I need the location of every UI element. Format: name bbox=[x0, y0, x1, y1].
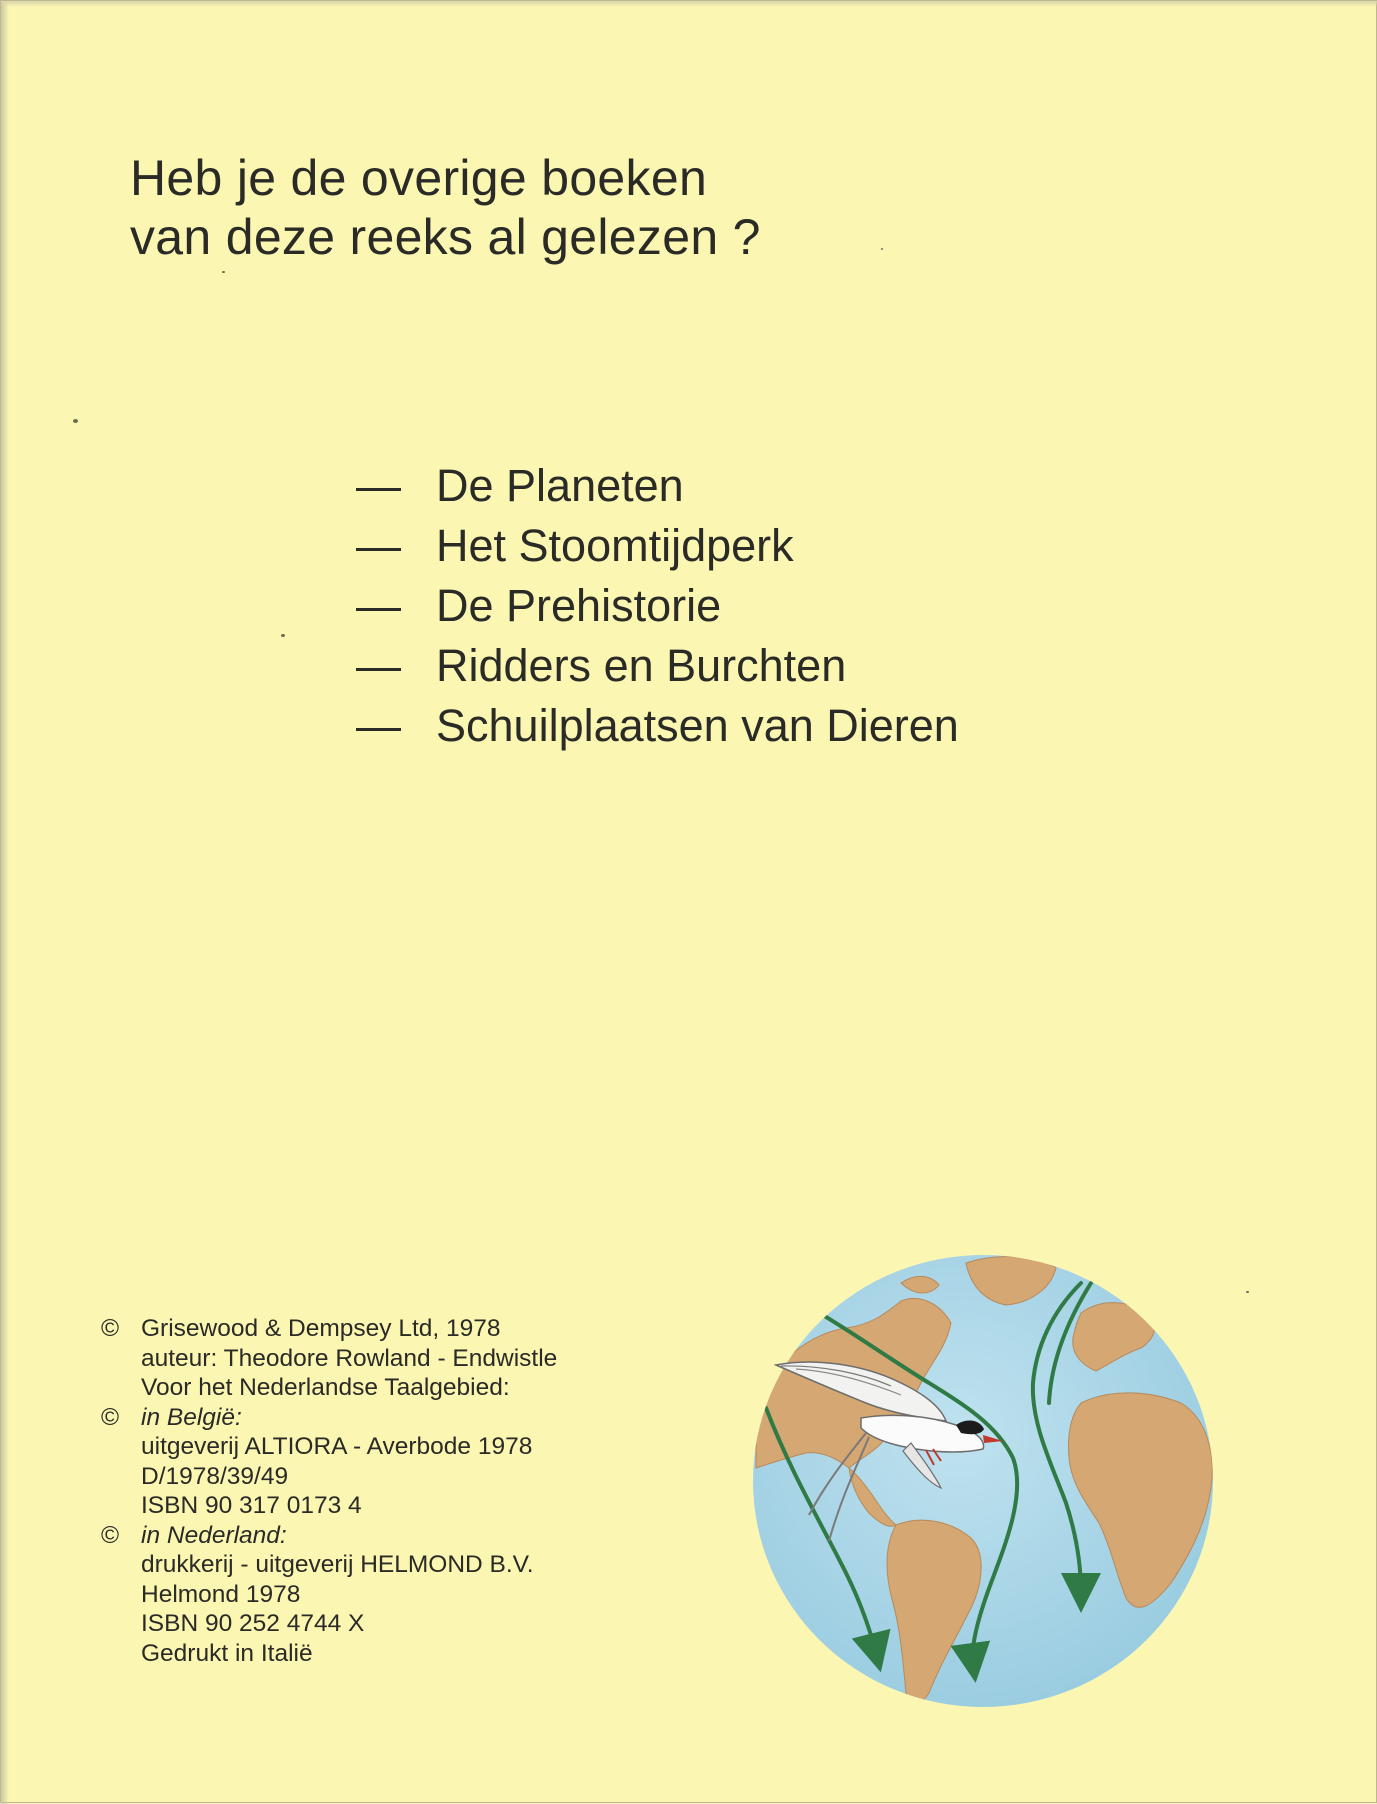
series-book-list bbox=[356, 456, 1156, 756]
paper-speck bbox=[881, 248, 883, 250]
book-list-item bbox=[356, 456, 1156, 516]
cover-top-edge bbox=[1, 1, 1377, 7]
credit-line-author: auteur: Theodore Rowland - Endwistle bbox=[141, 1344, 558, 1372]
credit-line-netherlands-publisher: drukkerij - uitgeverij HELMOND B.V. bbox=[141, 1551, 534, 1578]
credit-line-belgium-publisher: uitgeverij ALTIORA - Averbode 1978 bbox=[141, 1433, 533, 1460]
heading-line-1: Heb je de overige boeken bbox=[130, 150, 708, 206]
book-title: Schuilplaatsen van Dieren bbox=[436, 700, 959, 751]
list-dash: — bbox=[356, 640, 401, 691]
cover-left-edge bbox=[1, 1, 9, 1804]
book-title: De Prehistorie bbox=[436, 580, 722, 631]
book-title: Het Stoomtijdperk bbox=[436, 520, 794, 571]
belgium-label: in België: bbox=[141, 1403, 242, 1431]
list-dash: — bbox=[356, 460, 401, 511]
credit-line-printed: Gedrukt in Italië bbox=[141, 1639, 313, 1667]
list-dash: — bbox=[356, 580, 401, 631]
credit-line-netherlands-isbn: ISBN 90 252 4744 X bbox=[141, 1610, 365, 1637]
credit-line-publisher bbox=[101, 1314, 721, 1344]
globe-with-bird-icon bbox=[751, 1253, 1215, 1708]
credit-line-netherlands-city: Helmond 1978 bbox=[141, 1580, 301, 1608]
paper-speck bbox=[281, 634, 285, 637]
book-list-item bbox=[356, 636, 1156, 696]
heading-line-2: van deze reeks al gelezen ? bbox=[130, 209, 761, 265]
book-title: De Planeten bbox=[436, 460, 684, 511]
publisher-text: Grisewood & Dempsey Ltd, 1978 bbox=[141, 1315, 501, 1342]
credit-line-belgium-isbn: ISBN 90 317 0173 4 bbox=[141, 1492, 362, 1519]
asia-edge-shape bbox=[1191, 1351, 1215, 1382]
credit-line-territory: Voor het Nederlandse Taalgebied: bbox=[141, 1374, 510, 1401]
series-question-heading bbox=[130, 149, 1030, 267]
book-list-item bbox=[356, 696, 1156, 756]
list-dash: — bbox=[356, 700, 401, 751]
credit-line-belgium-label bbox=[101, 1403, 721, 1433]
book-list-item bbox=[356, 576, 1156, 636]
paper-speck bbox=[1246, 1291, 1249, 1293]
paper-speck bbox=[222, 271, 225, 273]
list-dash: — bbox=[356, 520, 401, 571]
book-title: Ridders en Burchten bbox=[436, 640, 847, 691]
book-list-item bbox=[356, 516, 1156, 576]
copyright-symbol: © bbox=[101, 1521, 120, 1549]
credit-line-belgium-depot: D/1978/39/49 bbox=[141, 1462, 289, 1490]
copyright-credits bbox=[101, 1314, 721, 1668]
netherlands-label: in Nederland: bbox=[141, 1521, 287, 1549]
copyright-symbol: © bbox=[101, 1315, 120, 1342]
credit-line-netherlands-label bbox=[101, 1521, 721, 1551]
paper-speck bbox=[73, 419, 78, 423]
copyright-symbol: © bbox=[101, 1403, 120, 1431]
